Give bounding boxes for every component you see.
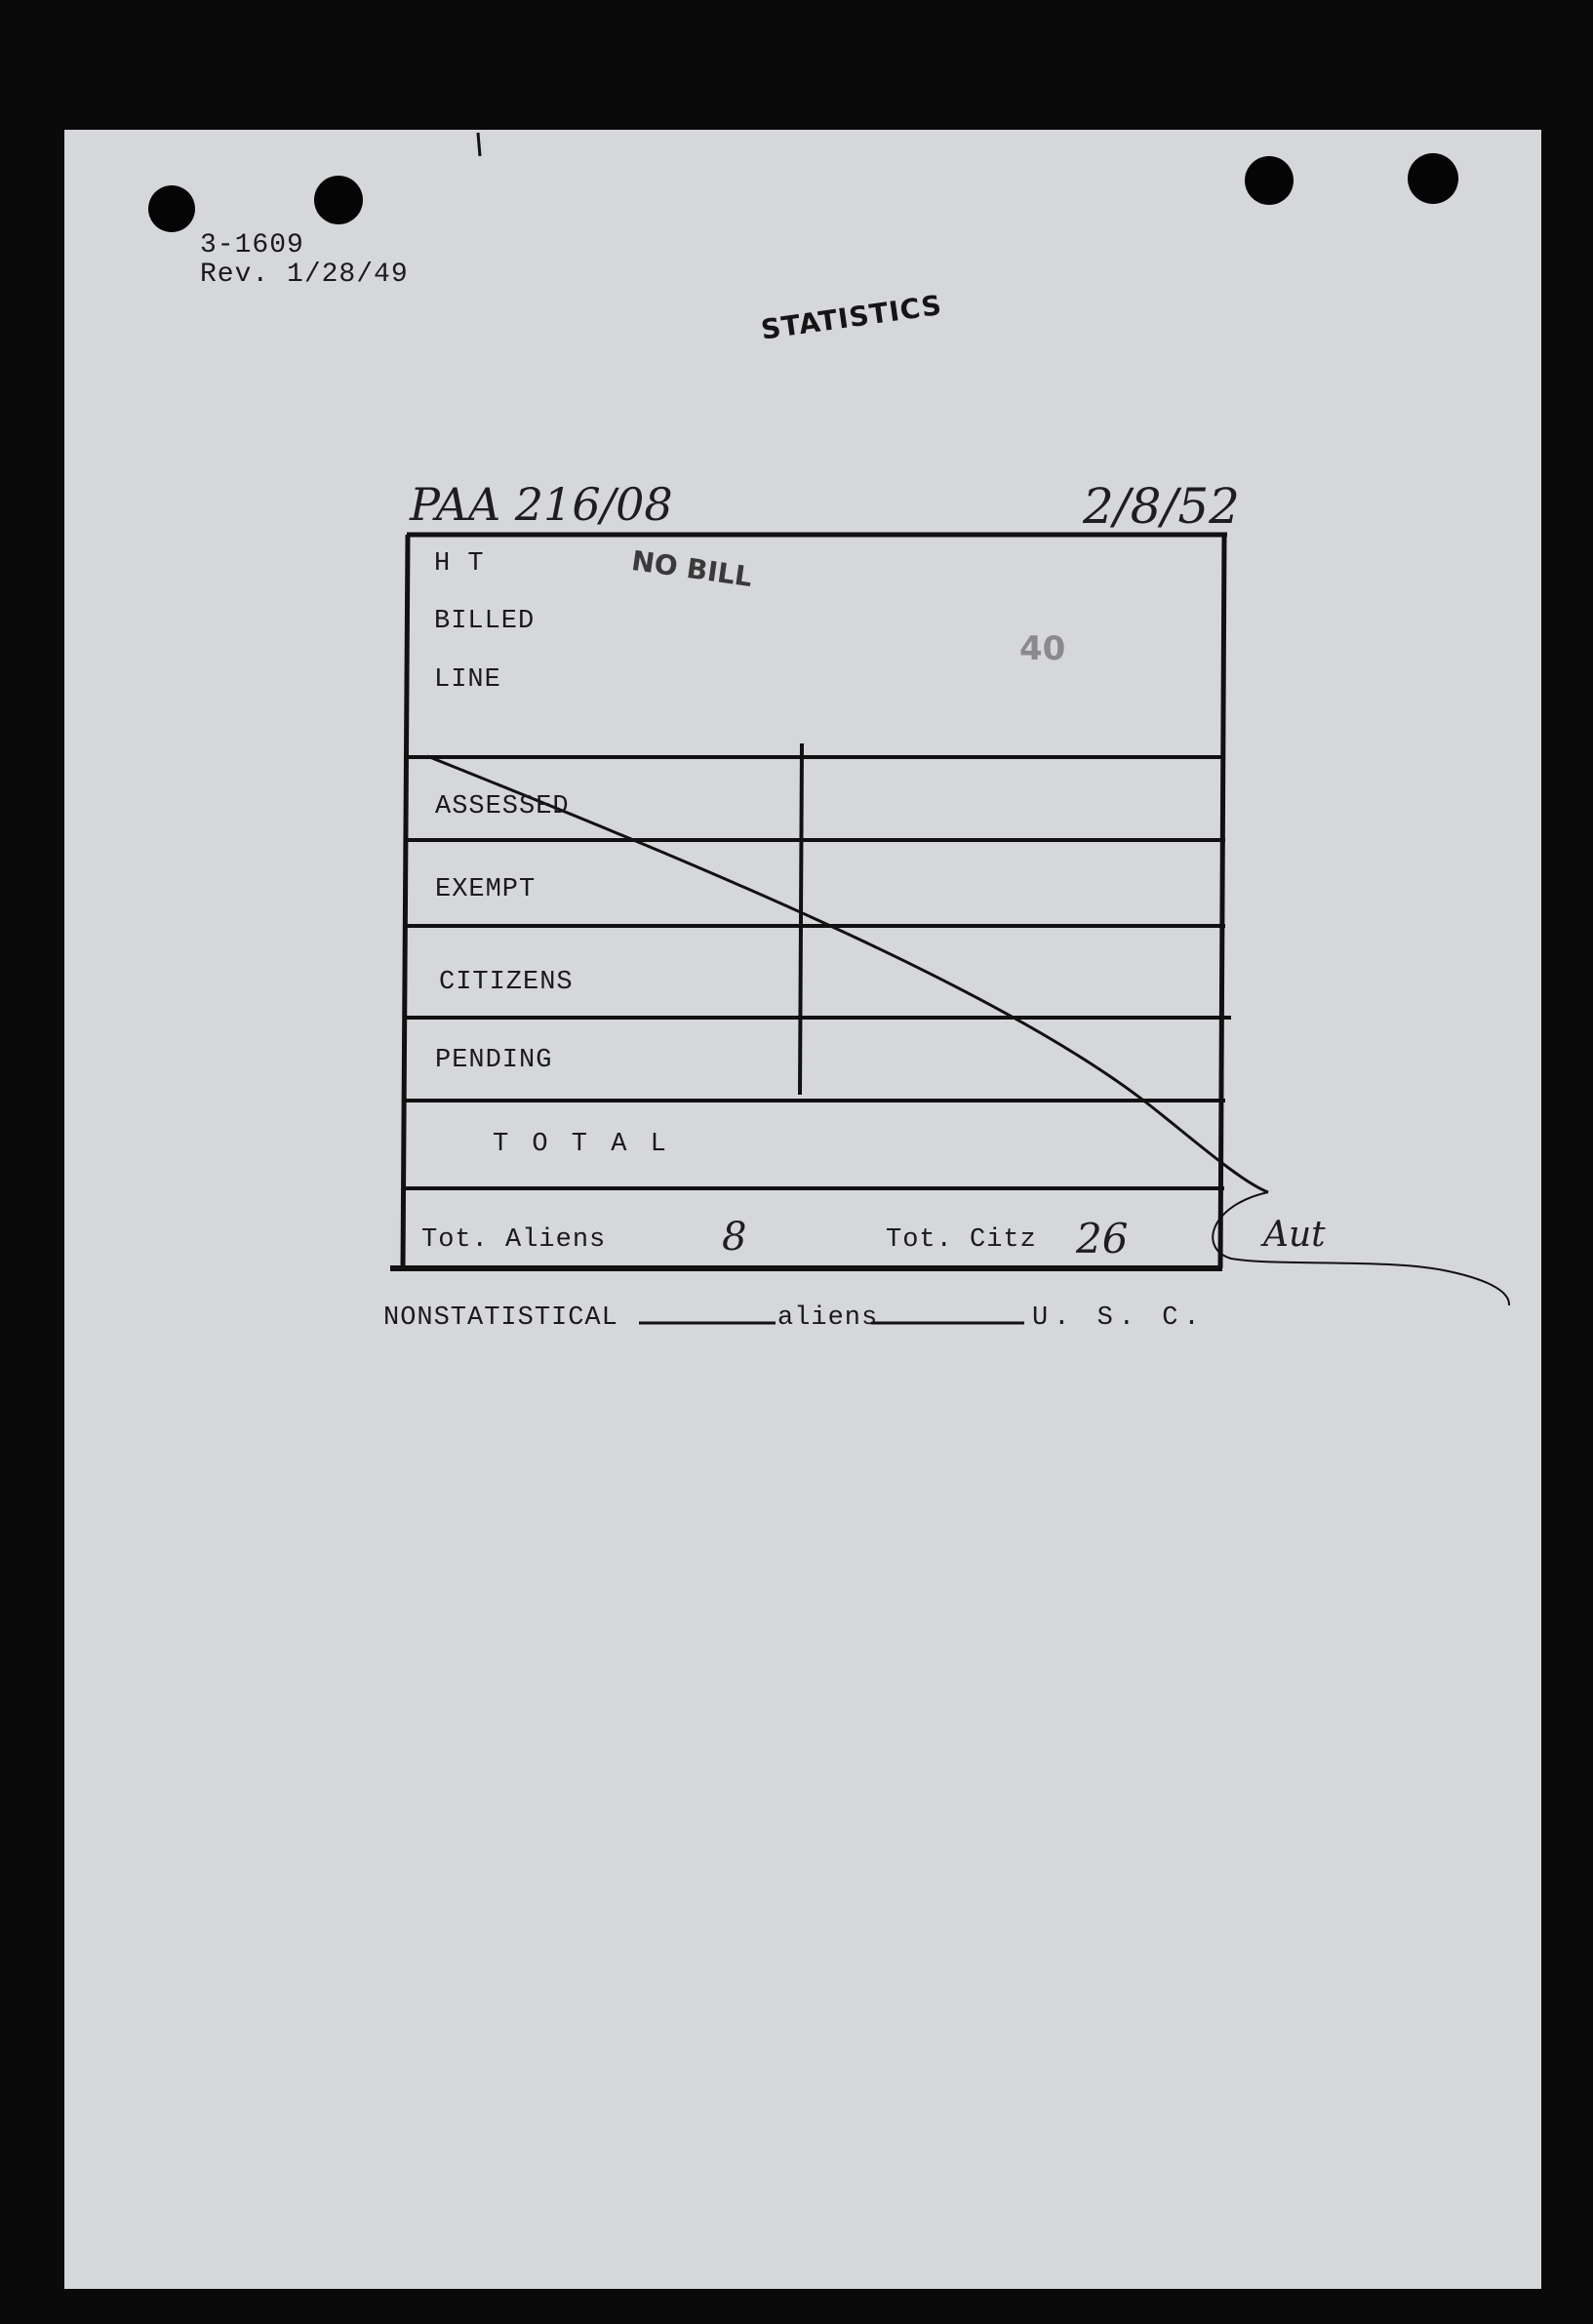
row-label-citizens: CITIZENS [439, 968, 574, 997]
handwritten-reference: PAA 216/08 [410, 478, 673, 531]
row-label-assessed: ASSESSED [435, 792, 570, 821]
document-page [64, 130, 1541, 2289]
header-label-billed: BILLED [434, 607, 536, 636]
form-number: 3-1609 [200, 230, 304, 260]
total-citizens-label: Tot. Citz [886, 1225, 1037, 1255]
total-aliens-value: 8 [722, 1215, 747, 1260]
nonstatistical-aliens: aliens [777, 1303, 879, 1333]
punch-hole [1245, 156, 1294, 205]
statistics-stamp: STATISTICS [759, 288, 944, 346]
handwritten-date: 2/8/52 [1083, 478, 1240, 535]
handwritten-initials: Aut [1263, 1215, 1326, 1255]
total-label: T O T A L [493, 1130, 670, 1159]
nonstatistical-usc: U. S. C. [1032, 1303, 1206, 1333]
punch-hole [314, 176, 363, 224]
header-label-ht: H T [434, 549, 485, 579]
row-label-exempt: EXEMPT [435, 875, 537, 904]
total-aliens-label: Tot. Aliens [421, 1225, 607, 1255]
form-revision: Rev. 1/28/49 [200, 260, 409, 290]
header-label-line: LINE [434, 665, 501, 695]
no-bill-stamp: NO BILL [629, 544, 755, 593]
total-citizens-value: 26 [1076, 1215, 1129, 1262]
row-label-pending: PENDING [435, 1046, 553, 1075]
nonstatistical-label: NONSTATISTICAL [383, 1303, 618, 1333]
count-stamp: 40 [1019, 629, 1066, 668]
punch-hole [148, 185, 195, 232]
punch-hole [1408, 153, 1458, 204]
